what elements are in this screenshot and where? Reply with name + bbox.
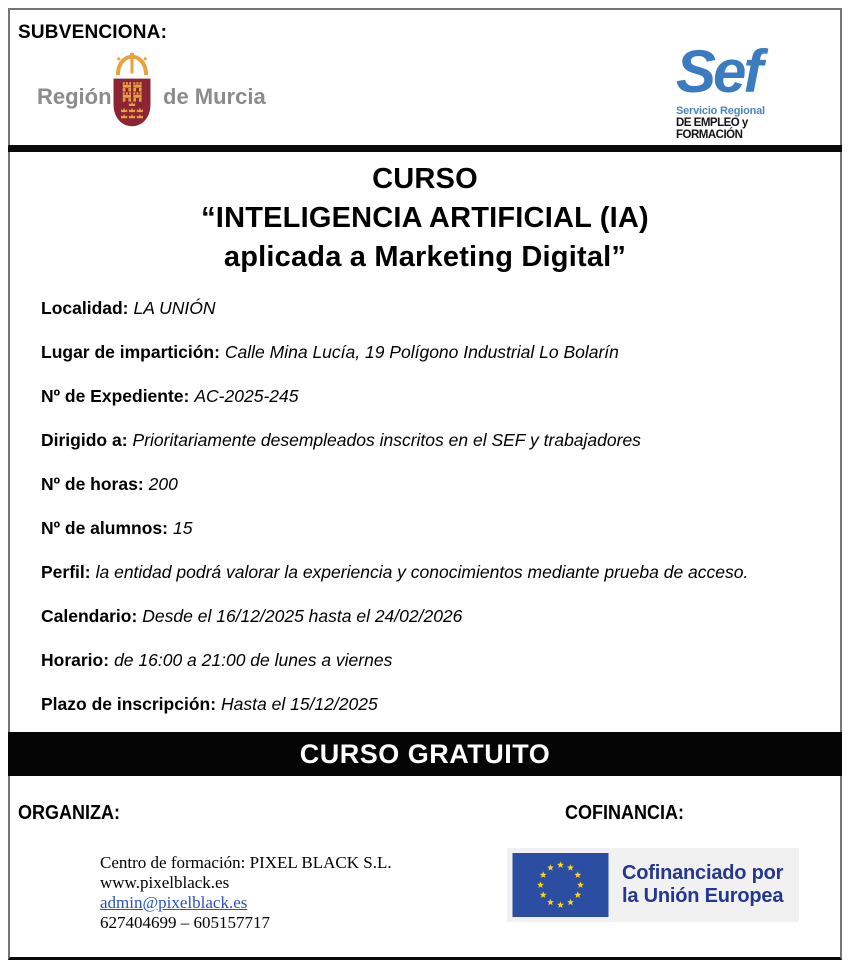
sef-logo-wordmark: Sef: [676, 38, 761, 105]
contact-center-line: Centro de formación: PIXEL BLACK S.L.: [100, 853, 392, 872]
contact-website: www.pixelblack.es: [100, 873, 230, 892]
detail-value: 15: [172, 518, 193, 538]
course-title: [10, 160, 840, 277]
detail-perfil: [41, 562, 822, 583]
sef-logo-subtitle-1: Servicio Regional: [676, 105, 765, 117]
contact-phones: 627404699 – 605157717: [100, 913, 270, 932]
detail-label: Nº de horas:: [41, 474, 144, 494]
contact-block: [100, 853, 392, 933]
header-divider: [8, 145, 842, 152]
eu-cofinancing-logo: [507, 848, 799, 922]
detail-value: Hasta el 15/12/2025: [221, 694, 378, 714]
detail-horario: [41, 650, 822, 671]
detail-value: de 16:00 a 21:00 de lunes a viernes: [114, 650, 393, 670]
detail-calendario: [41, 606, 822, 627]
course-title-line1: CURSO: [372, 163, 478, 195]
detail-label: Nº de alumnos:: [41, 518, 168, 538]
detail-label: Calendario:: [41, 606, 138, 626]
course-title-line3: aplicada a Marketing Digital”: [223, 241, 627, 273]
eu-text-line2: la Unión Europea: [622, 885, 784, 907]
course-details: [41, 298, 822, 738]
detail-value: Calle Mina Lucía, 19 Polígono Industrial Lo Bolarín: [224, 342, 619, 362]
detail-localidad: [41, 298, 822, 319]
detail-value: Desde el 16/12/2025 hasta el 24/02/2026: [142, 606, 463, 626]
detail-label: Localidad:: [41, 298, 129, 318]
cofinancia-label: COFINANCIA:: [565, 802, 684, 824]
detail-horas: [41, 474, 822, 495]
murcia-logo-demurcia-text: de Murcia: [163, 84, 266, 109]
detail-value: la entidad podrá valorar la experiencia y conocimientos mediante prueba de acceso.: [95, 562, 749, 582]
murcia-shield-icon: [110, 50, 154, 132]
eu-text-line1: Cofinanciado por: [622, 862, 784, 884]
subvenciona-label: SUBVENCIONA:: [18, 22, 168, 43]
contact-email-link[interactable]: admin@pixelblack.es: [100, 893, 248, 912]
detail-label: Lugar de impartición:: [41, 342, 220, 362]
detail-label: Plazo de inscripción:: [41, 694, 217, 714]
detail-expediente: [41, 386, 822, 407]
free-course-banner: CURSO GRATUITO: [8, 732, 842, 776]
course-title-line2: “INTELIGENCIA ARTIFICIAL (IA): [201, 202, 649, 234]
detail-value: Prioritariamente desempleados inscritos en el SEF y trabajadores: [132, 430, 641, 450]
detail-lugar: [41, 342, 822, 363]
detail-label: Dirigido a:: [41, 430, 128, 450]
sef-logo: [676, 40, 806, 141]
detail-value: 200: [148, 474, 178, 494]
murcia-logo-region-text: Región: [37, 84, 112, 109]
detail-value: AC-2025-245: [194, 386, 299, 406]
organiza-label: ORGANIZA:: [18, 802, 120, 824]
eu-flag-icon: [512, 853, 609, 917]
eu-cofinancing-text: [622, 862, 783, 908]
detail-dirigido: [41, 430, 822, 451]
course-flyer: [8, 8, 842, 960]
detail-alumnos: [41, 518, 822, 539]
sef-logo-subtitle-2: DE EMPLEO y FORMACIÓN: [676, 117, 748, 141]
detail-plazo: [41, 694, 822, 715]
detail-value: LA UNIÓN: [133, 298, 216, 318]
detail-label: Perfil:: [41, 562, 91, 582]
detail-label: Nº de Expediente:: [41, 386, 190, 406]
detail-label: Horario:: [41, 650, 110, 670]
